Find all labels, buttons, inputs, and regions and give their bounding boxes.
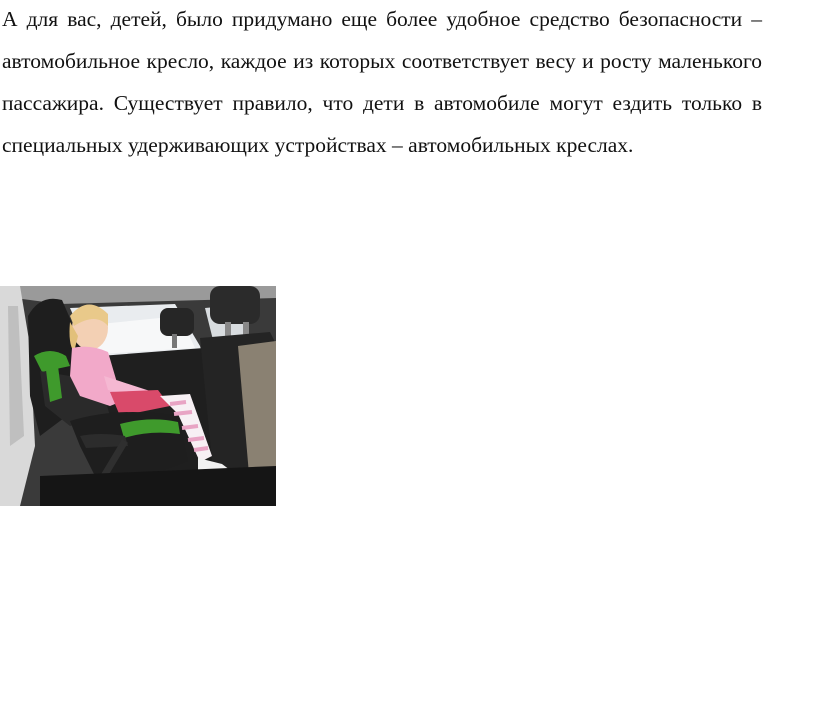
body-paragraph: А для вас, детей, было придумано еще более удобное средство безопасности – автомобильное кресло, каждое из которых соответствует весу и росту маленького пассажира. Существует правило, что дети в автомобиле могут ездить только в специальных удерживающих устройствах – автомобильных креслах. xyxy=(2,7,762,157)
child-car-seat-photo xyxy=(0,286,276,506)
photo-illustration xyxy=(0,286,276,506)
